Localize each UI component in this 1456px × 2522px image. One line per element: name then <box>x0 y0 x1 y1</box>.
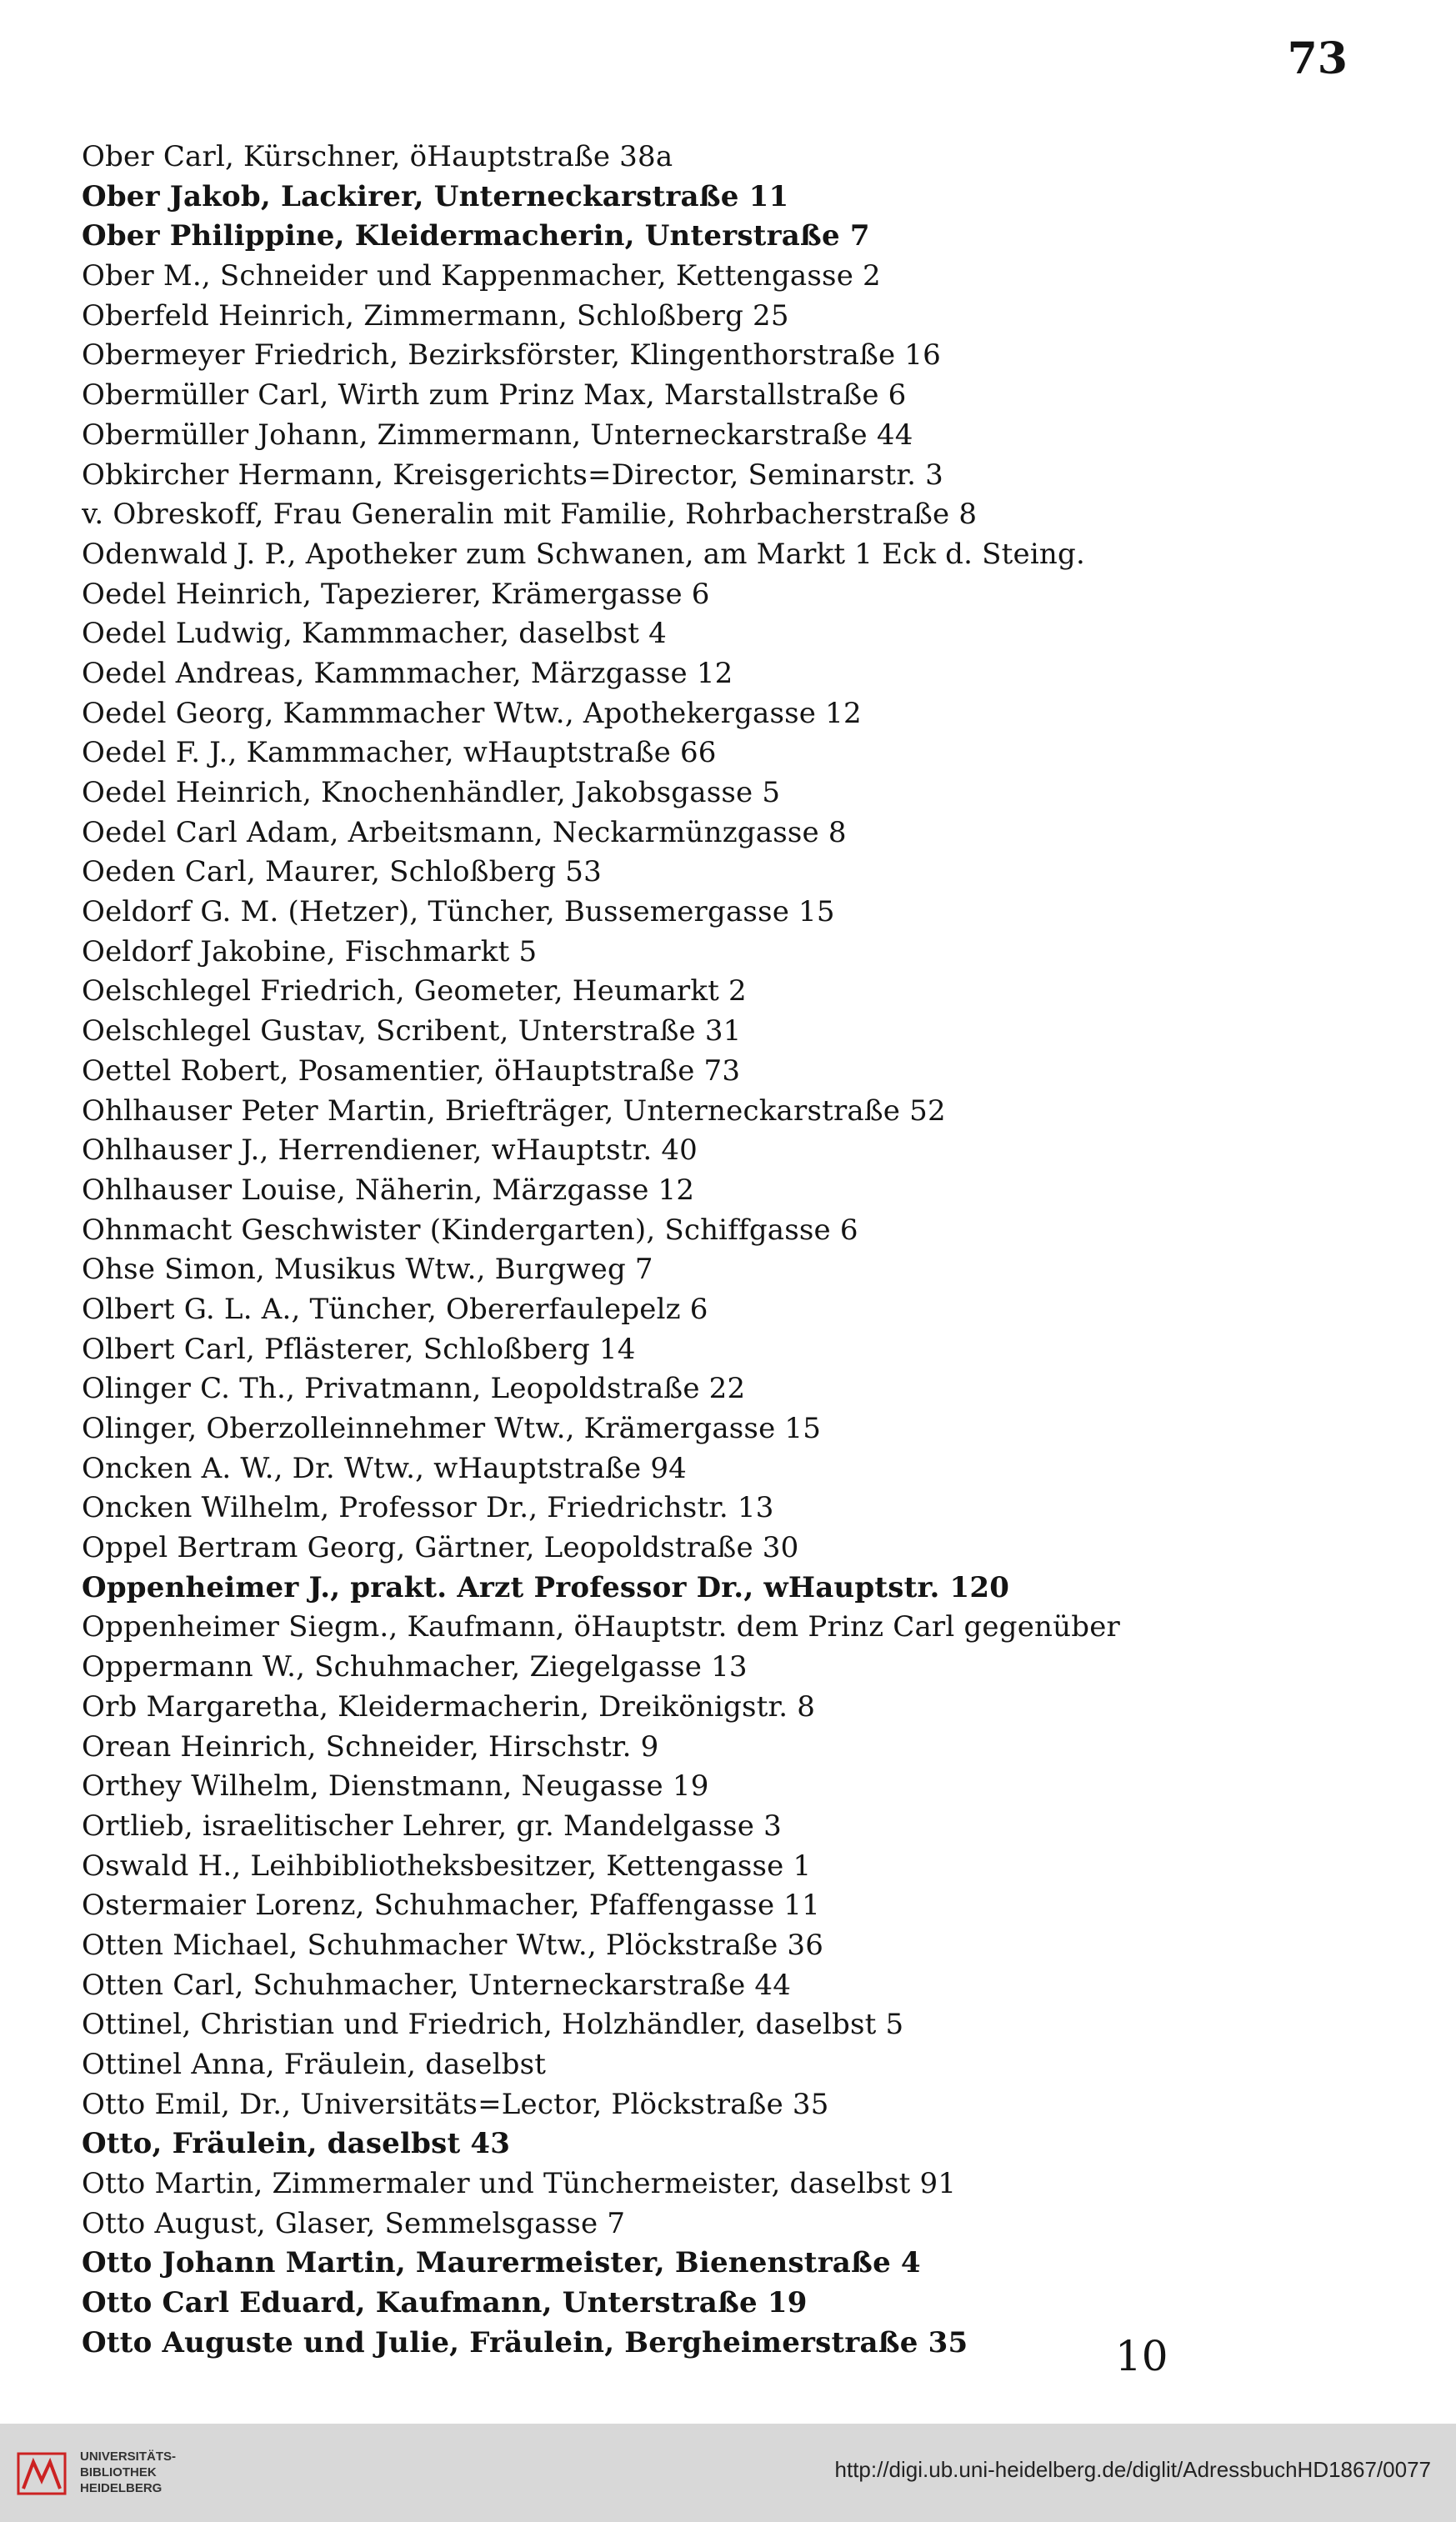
directory-entry: Odenwald J. P., Apotheker zum Schwanen, am Markt 1 Eck d. Steing. <box>82 537 1085 571</box>
directory-entry: Oedel Andreas, Kammmacher, Märzgasse 12 <box>82 656 733 690</box>
directory-entry: Oettel Robert, Posamentier, öHauptstraße 73 <box>82 1053 741 1088</box>
directory-entry: Otto August, Glaser, Semmelsgasse 7 <box>82 2206 626 2240</box>
directory-entry: Olinger C. Th., Privatmann, Leopoldstraße 22 <box>82 1372 746 1406</box>
directory-entry: Oeden Carl, Maurer, Schloßberg 53 <box>82 855 602 889</box>
directory-entry: Otto Auguste und Julie, Fräulein, Bergheimerstraße 35 <box>82 2325 968 2359</box>
directory-entry: Ober M., Schneider und Kappenmacher, Kettengasse 2 <box>82 259 881 293</box>
directory-entry: Orthey Wilhelm, Dienstmann, Neugasse 19 <box>82 1769 709 1804</box>
directory-entry: Otto Carl Eduard, Kaufmann, Unterstraße 19 <box>82 2286 808 2320</box>
directory-entry: Ober Jakob, Lackirer, Unterneckarstraße 11 <box>82 179 789 213</box>
directory-entry: Otto, Fräulein, daselbst 43 <box>82 2127 511 2161</box>
directory-entry: Oedel Heinrich, Knochenhändler, Jakobsgasse 5 <box>82 776 781 809</box>
logo-line: UNIVERSITÄTS- <box>80 2449 177 2464</box>
directory-entry: Ohlhauser Louise, Näherin, Märzgasse 12 <box>82 1173 695 1207</box>
directory-entry: Obkircher Hermann, Kreisgerichts=Director, Seminarstr. 3 <box>82 458 943 492</box>
directory-entry: Otten Michael, Schuhmacher Wtw., Plöckstraße 36 <box>82 1928 824 1962</box>
directory-entry: Oncken Wilhelm, Professor Dr., Friedrichstr. 13 <box>82 1491 774 1525</box>
directory-entry: Otto Martin, Zimmermaler und Tünchermeister, daselbst 91 <box>82 2167 957 2201</box>
directory-entry: Oeldorf Jakobine, Fischmarkt 5 <box>82 934 538 968</box>
footer-bar <box>0 2424 1456 2522</box>
directory-entry: Oedel Georg, Kammmacher Wtw., Apothekergasse 12 <box>82 696 862 730</box>
directory-entry: Oppenheimer Siegm., Kaufmann, öHauptstr. dem Prinz Carl gegenüber <box>82 1610 1120 1644</box>
directory-entry: Obermüller Johann, Zimmermann, Unterneckarstraße 44 <box>82 418 913 452</box>
directory-entry: Olbert G. L. A., Tüncher, Obererfaulepelz 6 <box>82 1292 708 1326</box>
signature-mark: 10 <box>1115 2332 1168 2380</box>
directory-entry: Ohlhauser Peter Martin, Briefträger, Unterneckarstraße 52 <box>82 1093 946 1128</box>
directory-entry: Ottinel, Christian und Friedrich, Holzhändler, daselbst 5 <box>82 2008 904 2042</box>
directory-entry: Oeldorf G. M. (Hetzer), Tüncher, Bussemergasse 15 <box>82 895 835 929</box>
directory-entry: Orb Margaretha, Kleidermacherin, Dreikönigstr. 8 <box>82 1689 816 1724</box>
directory-entry: Oelschlegel Gustav, Scribent, Unterstraße 31 <box>82 1014 742 1048</box>
directory-entry: Ostermaier Lorenz, Schuhmacher, Pfaffengasse 11 <box>82 1889 820 1923</box>
directory-entry: Oswald H., Leihbibliotheksbesitzer, Kettengasse 1 <box>82 1849 812 1883</box>
directory-entry: Oppenheimer J., prakt. Arzt Professor Dr., wHauptstr. 120 <box>82 1570 1010 1604</box>
directory-entry: Oppermann W., Schuhmacher, Ziegelgasse 13 <box>82 1650 748 1684</box>
directory-entry: Olbert Carl, Pflästerer, Schloßberg 14 <box>82 1332 636 1366</box>
directory-entry: Ottinel Anna, Fräulein, daselbst <box>82 2048 547 2081</box>
logo-line: BIBLIOTHEK <box>80 2465 157 2479</box>
directory-entry: Oberfeld Heinrich, Zimmermann, Schloßberg 25 <box>82 298 789 333</box>
library-logo-icon <box>15 2447 68 2500</box>
directory-entry: v. Obreskoff, Frau Generalin mit Familie, Rohrbacherstraße 8 <box>82 498 978 532</box>
directory-entry: Ortlieb, israelitischer Lehrer, gr. Mandelgasse 3 <box>82 1809 782 1843</box>
directory-entry: Ohnmacht Geschwister (Kindergarten), Schiffgasse 6 <box>82 1213 858 1247</box>
directory-entry: Ober Carl, Kürschner, öHauptstraße 38a <box>82 140 673 173</box>
directory-entry: Oedel Ludwig, Kammmacher, daselbst 4 <box>82 617 668 651</box>
directory-entry: Otto Johann Martin, Maurermeister, Bienenstraße 4 <box>82 2246 921 2280</box>
directory-entries <box>82 138 1365 2364</box>
directory-entry: Otten Carl, Schuhmacher, Unterneckarstraße 44 <box>82 1968 792 2002</box>
directory-entry: Oncken A. W., Dr. Wtw., wHauptstraße 94 <box>82 1451 688 1485</box>
directory-entry: Orean Heinrich, Schneider, Hirschstr. 9 <box>82 1729 659 1764</box>
directory-entry: Oppel Bertram Georg, Gärtner, Leopoldstraße 30 <box>82 1531 799 1565</box>
library-logo-text <box>80 2449 176 2496</box>
directory-entry: Oedel Heinrich, Tapezierer, Krämergasse 6 <box>82 577 710 611</box>
directory-entry: Ober Philippine, Kleidermacherin, Unterstraße 7 <box>82 219 870 253</box>
source-url-link[interactable]: http://digi.ub.uni-heidelberg.de/diglit/AdressbuchHD1867/0077 <box>834 2457 1431 2482</box>
directory-entry: Oelschlegel Friedrich, Geometer, Heumarkt 2 <box>82 974 747 1008</box>
directory-entry: Ohse Simon, Musikus Wtw., Burgweg 7 <box>82 1253 653 1287</box>
page-number: 73 <box>1287 33 1348 84</box>
logo-line: HEIDELBERG <box>80 2481 163 2495</box>
directory-entry: Obermeyer Friedrich, Bezirksförster, Klingenthorstraße 16 <box>82 338 941 373</box>
directory-entry: Oedel F. J., Kammmacher, wHauptstraße 66 <box>82 736 717 770</box>
directory-entry: Ohlhauser J., Herrendiener, wHauptstr. 40 <box>82 1133 698 1168</box>
directory-entry: Oedel Carl Adam, Arbeitsmann, Neckarmünzgasse 8 <box>82 815 847 849</box>
directory-entry: Obermüller Carl, Wirth zum Prinz Max, Marstallstraße 6 <box>82 378 907 413</box>
directory-entry: Otto Emil, Dr., Universitäts=Lector, Plöckstraße 35 <box>82 2087 829 2121</box>
directory-entry: Olinger, Oberzolleinnehmer Wtw., Krämergasse 15 <box>82 1412 822 1445</box>
